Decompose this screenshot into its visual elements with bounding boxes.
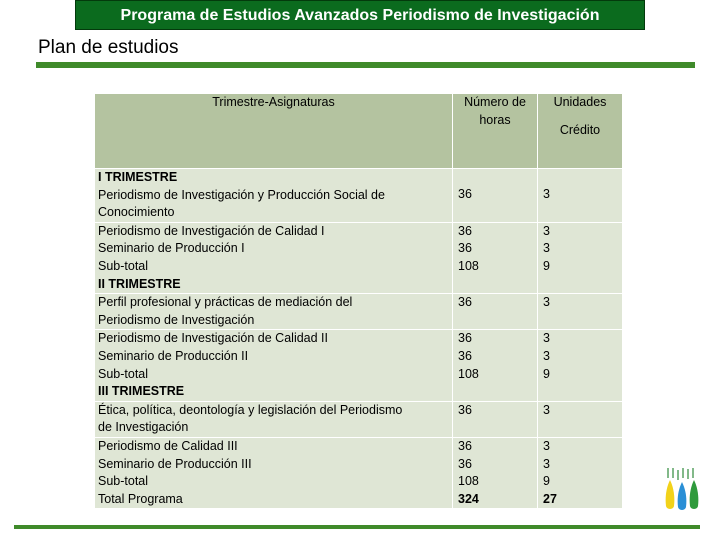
header-hours <box>453 94 538 169</box>
units-cell <box>538 222 623 293</box>
table-row <box>95 222 623 293</box>
trimester-label: III TRIMESTRE <box>98 384 185 399</box>
top-divider <box>36 62 695 68</box>
units-value: 3 <box>543 438 550 453</box>
institution-logo <box>660 466 704 514</box>
units-value: 3 <box>543 456 550 471</box>
units-cell <box>538 169 623 223</box>
subjects-cell <box>95 169 453 223</box>
bottom-divider <box>14 525 700 529</box>
header-hours-label: Número de horas <box>464 95 526 127</box>
subtotal-label: Sub-total <box>98 258 149 273</box>
subject-label: Periodismo de Calidad III <box>98 438 238 453</box>
units-cell <box>538 330 623 401</box>
header-credit-label: Crédito <box>559 122 601 137</box>
header-units-label: Unidades <box>553 95 607 109</box>
units-value: 9 <box>543 474 550 489</box>
hours-value: 36 <box>458 223 472 238</box>
subject-label: Seminario de Producción III <box>98 456 252 471</box>
hours-value: 108 <box>458 258 479 273</box>
hours-cell <box>453 294 538 330</box>
units-cell <box>538 437 623 508</box>
hours-cell <box>453 169 538 223</box>
subject-label: Perfil profesional y prácticas de mediación del <box>98 295 353 310</box>
units-cell <box>538 294 623 330</box>
subject-label: Periodismo de Investigación de Calidad I <box>98 223 325 238</box>
subject-label: Seminario de Producción I <box>98 241 245 256</box>
subject-label: Periodismo de Investigación y Producción Social de <box>98 187 385 202</box>
hours-value: 36 <box>458 456 472 471</box>
units-cell <box>538 401 623 437</box>
units-value: 3 <box>543 223 550 238</box>
hours-value: 36 <box>458 295 472 310</box>
subject-label: Seminario de Producción II <box>98 348 249 363</box>
hours-value: 36 <box>458 348 472 363</box>
subject-label: Conocimiento <box>98 205 175 220</box>
page-title-bar <box>75 0 645 30</box>
table-row <box>95 294 623 330</box>
total-units-value: 27 <box>543 491 557 506</box>
section-title: Plan de estudios <box>38 37 179 58</box>
trimester-label: I TRIMESTRE <box>98 170 178 184</box>
subject-label: de Investigación <box>98 420 189 435</box>
total-label: Total Programa <box>98 491 183 506</box>
logo-green-drop <box>690 480 699 509</box>
subjects-cell <box>95 294 453 330</box>
hours-cell <box>453 437 538 508</box>
subjects-cell <box>95 330 453 401</box>
table-row <box>95 437 623 508</box>
logo-yellow-drop <box>666 480 675 509</box>
trimester-label: II TRIMESTRE <box>98 276 181 291</box>
units-value: 3 <box>543 295 550 310</box>
units-value: 9 <box>543 366 550 381</box>
total-hours-value: 324 <box>458 491 479 506</box>
subjects-cell <box>95 401 453 437</box>
hours-cell <box>453 401 538 437</box>
subject-label: Periodismo de Investigación de Calidad II <box>98 331 328 346</box>
hours-value: 36 <box>458 187 472 201</box>
table-header-row <box>95 94 623 169</box>
table-row <box>95 169 623 223</box>
subject-label: Ética, política, deontología y legislación del Periodismo <box>98 402 403 417</box>
units-value: 9 <box>543 258 550 273</box>
units-value: 3 <box>543 402 550 417</box>
hours-value: 36 <box>458 402 472 417</box>
logo-lines <box>668 468 693 480</box>
header-subjects <box>95 94 453 169</box>
subtotal-label: Sub-total <box>98 474 149 489</box>
page-title: Programa de Estudios Avanzados Periodismo de Investigación <box>120 7 600 24</box>
header-units <box>538 94 623 169</box>
units-value: 3 <box>543 331 550 346</box>
hours-value: 36 <box>458 241 472 256</box>
hours-cell <box>453 330 538 401</box>
units-value: 3 <box>543 241 550 256</box>
units-value: 3 <box>543 187 550 201</box>
units-value: 3 <box>543 348 550 363</box>
subtotal-label: Sub-total <box>98 366 149 381</box>
hours-value: 108 <box>458 474 479 489</box>
hours-value: 36 <box>458 438 472 453</box>
subjects-cell <box>95 437 453 508</box>
hours-value: 36 <box>458 331 472 346</box>
hours-cell <box>453 222 538 293</box>
header-subjects-label: Trimestre-Asignaturas <box>212 95 335 109</box>
table-row <box>95 401 623 437</box>
subject-label: Periodismo de Investigación <box>98 312 255 327</box>
hours-value: 108 <box>458 366 479 381</box>
logo-blue-drop <box>678 482 687 510</box>
table-row <box>95 330 623 401</box>
subjects-cell <box>95 222 453 293</box>
curriculum-table <box>94 93 623 509</box>
